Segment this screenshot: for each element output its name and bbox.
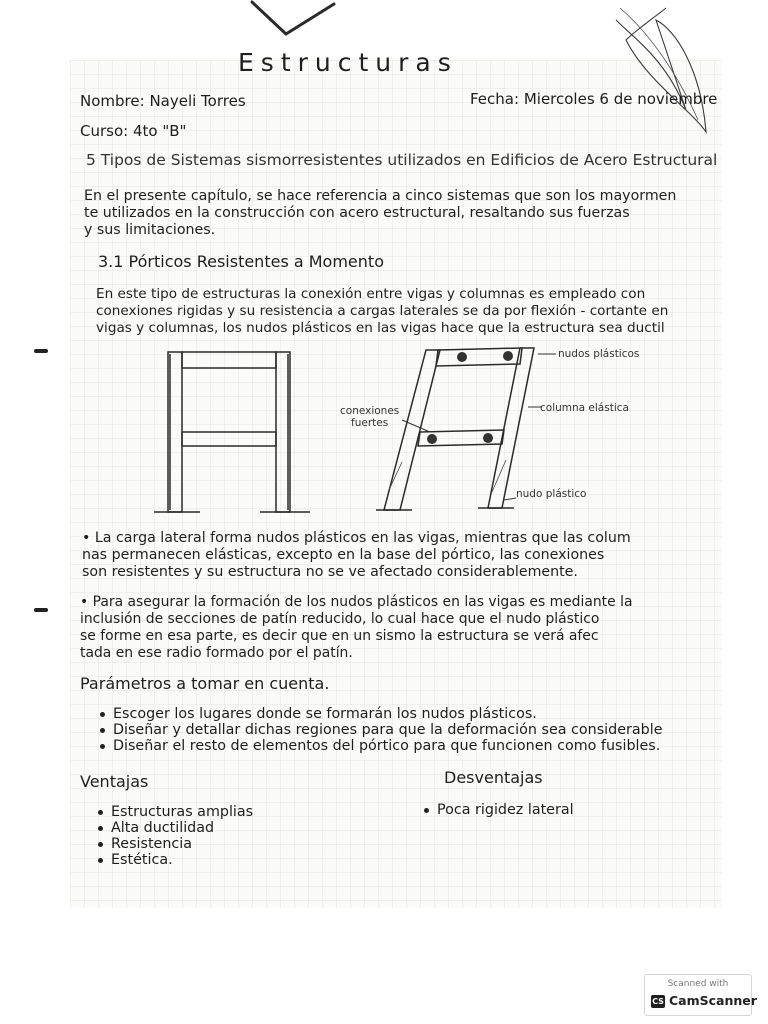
margin-mark [34, 349, 48, 353]
bullet-dot [100, 728, 105, 733]
list-item [100, 738, 663, 754]
intro-line: En el presente capítulo, se hace referencia a cinco sistemas que son los mayormen [84, 188, 677, 204]
subtitle: 5 Tipos de Sistemas sismorresistentes utilizados en Edificios de Acero Estructural [86, 151, 718, 169]
list-item-text: Diseñar el resto de elementos del pórtico para que funcionen como fusibles. [113, 738, 661, 754]
intro-paragraph [84, 188, 676, 239]
label-leaders [400, 340, 560, 510]
list-item [98, 804, 253, 820]
list-item [98, 852, 253, 868]
bullet-line: nas permanecen elásticas, excepto en la base del pórtico, las conexiones [82, 547, 605, 563]
date-value: Miercoles 6 de noviembre [523, 90, 718, 108]
bullet-formacion-nudos [80, 594, 632, 662]
camscanner-logo-icon: CS [652, 997, 664, 1006]
list-item-text: Alta ductilidad [111, 820, 215, 836]
camscanner-name: CamScanner [669, 993, 757, 1008]
page-title: Estructuras [238, 48, 458, 77]
bullet-dot [424, 808, 429, 813]
margin-mark [34, 608, 48, 612]
list-item-text: Estructuras amplias [111, 804, 254, 820]
list-item [98, 836, 253, 852]
section-line: vigas y columnas, los nudos plásticos en las vigas hace que la estructura sea ductil [96, 320, 665, 336]
list-item [100, 706, 663, 722]
course-field [80, 122, 186, 140]
section-paragraph [96, 286, 668, 337]
label-nudo-plastico: nudo plástico [516, 488, 587, 500]
desventajas-list [424, 802, 574, 818]
label-conexiones-fuertes [340, 405, 399, 429]
list-item-text: Estética. [111, 852, 173, 868]
section-line: conexiones rigidas y su resistencia a cargas laterales se da por flexión - cortante en [96, 303, 669, 319]
list-item [424, 802, 574, 818]
scanned-with-text: Scanned with [667, 979, 729, 989]
camscanner-watermark [644, 974, 757, 1016]
label-columna-elastica: columna elástica [540, 402, 629, 414]
name-value: Nayeli Torres [149, 92, 246, 110]
label-nudos-plasticos: nudos plásticos [558, 348, 640, 360]
date-field [470, 90, 717, 108]
bullet-dot [98, 810, 103, 815]
name-label: Nombre: [80, 92, 145, 110]
params-list [100, 706, 663, 754]
name-field [80, 92, 246, 110]
intro-line: y sus limitaciones. [84, 222, 216, 238]
bullet-dot [100, 744, 105, 749]
desventajas-heading: Desventajas [444, 768, 543, 787]
bullet-line: inclusión de secciones de patín reducido, lo cual hace que el nudo plástico [80, 611, 600, 627]
bullet-line: son resistentes y su estructura no se ve afectado considerablemente. [82, 564, 578, 580]
bullet-dot [100, 712, 105, 717]
intro-line: te utilizados en la construcción con acero estructural, resaltando sus fuerzas [84, 205, 630, 221]
bullet-line: tada en ese radio formado por el patín. [80, 645, 353, 661]
signature [606, 0, 718, 140]
list-item-text: Diseñar y detallar dichas regiones para que la deformación sea considerable [113, 722, 663, 738]
label-line: conexiones [340, 405, 400, 417]
rigid-frame-diagram [150, 340, 320, 520]
bullet-dot [98, 826, 103, 831]
bullet-carga-lateral [82, 530, 631, 581]
date-label: Fecha: [470, 90, 520, 108]
section-heading: 3.1 Pórticos Resistentes a Momento [98, 252, 384, 271]
bullet-line: • Para asegurar la formación de los nudos plásticos en las vigas es mediante la [80, 594, 633, 610]
check-mark [248, 0, 340, 40]
ventajas-heading: Ventajas [80, 772, 149, 791]
course-label: Curso: [80, 122, 129, 140]
list-item-text: Escoger los lugares donde se formarán los nudos plásticos. [113, 706, 537, 722]
bullet-line: • La carga lateral forma nudos plásticos en las vigas, mientras que las colum [82, 530, 631, 546]
label-line: fuertes [351, 417, 389, 429]
params-heading: Parámetros a tomar en cuenta. [80, 674, 330, 693]
list-item-text: Poca rigidez lateral [437, 802, 574, 818]
list-item-text: Resistencia [111, 836, 193, 852]
bullet-dot [98, 842, 103, 847]
bullet-line: se forme en esa parte, es decir que en un sismo la estructura se verá afec [80, 628, 599, 644]
list-item [100, 722, 663, 738]
ventajas-list [98, 804, 253, 868]
list-item [98, 820, 253, 836]
bullet-dot [98, 858, 103, 863]
section-line: En este tipo de estructuras la conexión entre vigas y columnas es empleado con [96, 286, 646, 302]
course-value: 4to "B" [132, 122, 187, 140]
